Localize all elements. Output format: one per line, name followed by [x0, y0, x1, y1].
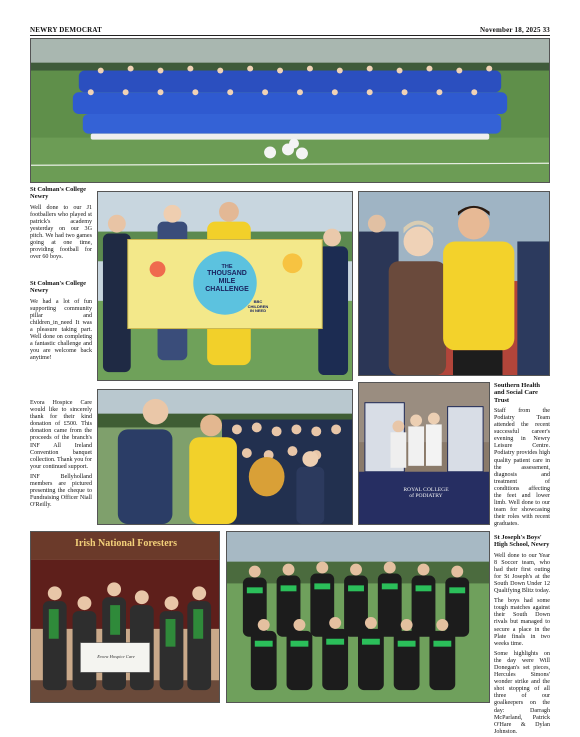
story-body: Staff from the Podiatry Team attended the recent successful career's evening in Newry Leisure Centre. Podiatry provides high quality patient care in the assessment, diagnosis and treatment of conditions affecting the feet and lower limb. Well done to our team for showcasing their roles with recent graduates. — [494, 407, 550, 528]
story-body: Well done to our J1 footballers who played st patrick's academy yesterday on our 3G pitch. We had two games going at one time, providing football for over 60 boys. — [30, 204, 92, 261]
page-header — [30, 26, 550, 36]
foresters-sign: Irish National Foresters — [74, 538, 178, 549]
story-heading: St Colman's College Newry — [30, 186, 86, 201]
banner-text — [202, 264, 252, 294]
in-need-text: IN NEED — [249, 308, 267, 313]
story-evora-hospice — [30, 400, 92, 512]
banner-line: THOUSAND — [207, 270, 247, 277]
banner-line: CHALLENGE — [205, 286, 249, 293]
story-st-josephs — [494, 534, 550, 737]
podiatry-banner — [381, 487, 471, 500]
story-st-colmans-challenge — [30, 280, 92, 365]
story-heading: St Joseph's Boys' High School, Newry — [494, 534, 550, 549]
banner-line: MILE — [218, 278, 236, 285]
story-body: Evora Hospice Care would like to sincerely thank for their kind donation of £500. This donation came from the proceeds of the branch's INF All Ireland Convention banquet collection. Thank you for your continued support. — [30, 400, 92, 470]
photo-supporters-portrait — [358, 191, 550, 376]
story-body: We had a lot of fun supporting community pillar and children_in_need It was a pleasure taking part. Well done on completing a fantastic challenge and you are welcome back anytime! — [30, 298, 92, 362]
newspaper-name: NEWRY DEMOCRAT — [30, 26, 102, 34]
story-body: INF Bellyholland members are pictured presenting the cheque to Fundraising Officer Niall O'Reilly. — [30, 473, 92, 509]
photo-soccer-team — [226, 531, 490, 703]
story-heading: Southern Health and Social Care Trust — [494, 382, 541, 404]
photo-team-pitch — [30, 38, 550, 183]
bbc-logo — [238, 300, 278, 314]
banner-line: THE — [221, 264, 233, 270]
podiatry-banner-line: ROYAL COLLEGE — [403, 487, 449, 493]
podiatry-banner-line: of PODIATRY — [409, 493, 443, 500]
photo-challenge-banner — [97, 191, 353, 381]
story-st-colmans-football — [30, 186, 92, 264]
story-heading: St Colman's College Newry — [30, 280, 86, 295]
children-text: CHILDREN — [247, 303, 269, 309]
photo-mascot-group — [97, 389, 353, 525]
story-body: The boys had some tough matches against their South Down rivals but managed to secure a place in the Plate finals in two weeks time. — [494, 598, 550, 647]
cheque-payee: Evora Hospice Care — [97, 654, 135, 659]
story-body: Well done to our Year 8 Soccer team, who had their first outing for St Joseph's at the South Down Under 12 Qualifying Blitz today. — [494, 552, 550, 595]
story-southern-health — [494, 382, 550, 531]
photo-podiatry-stand — [358, 382, 490, 525]
date-page: November 18, 2025 33 — [480, 26, 550, 34]
story-body: Some highlights on the day were Will Donegan's set pieces, Hercules Simons' wonder strike and the shot stopping of all three of our goalkeepers on the day: Darragh McParland, Patrick O'Hare & Dylan Johnston. — [494, 650, 550, 735]
bbc-text: BBC — [253, 299, 263, 304]
photo-foresters-cheque — [30, 531, 220, 703]
